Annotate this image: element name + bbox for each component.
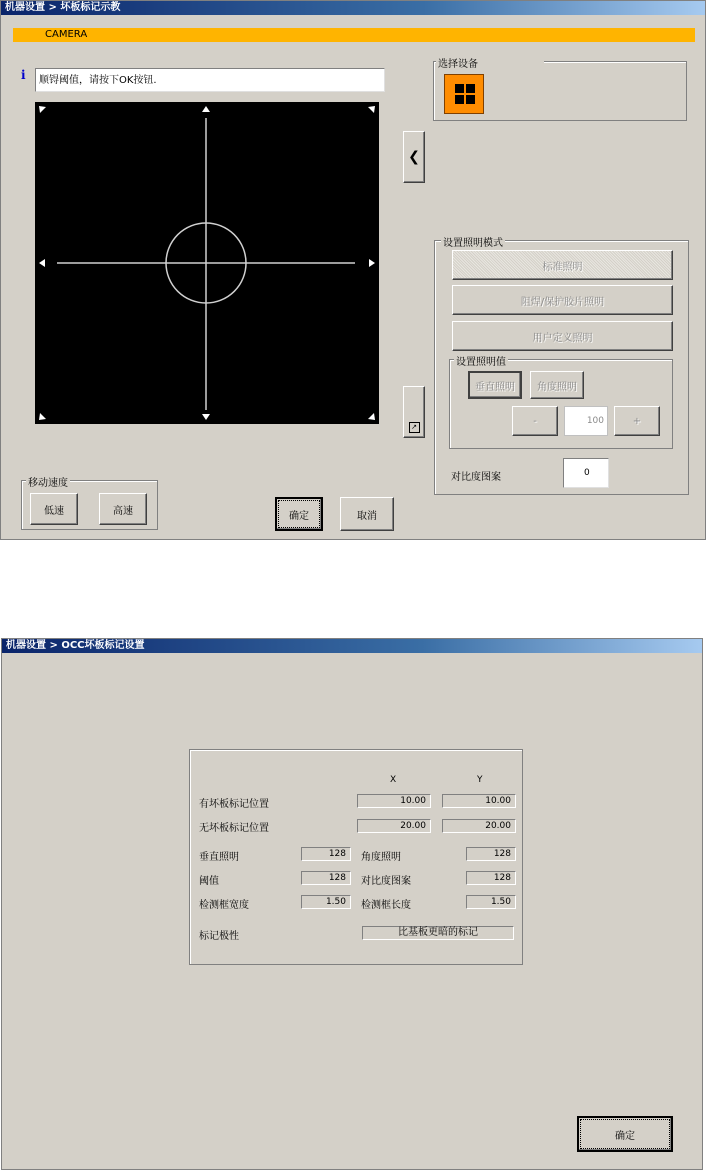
device-group xyxy=(433,61,687,121)
resize-icon: ↗ xyxy=(409,422,420,433)
minus-button[interactable]: - xyxy=(512,406,558,436)
bad-mark-y-field: 10.00 xyxy=(442,794,516,808)
contrast-label: 对比度图案 xyxy=(451,472,501,483)
user-defined-light-button[interactable]: 用户定义照明 xyxy=(452,321,673,351)
contrast-field[interactable] xyxy=(563,458,609,488)
bad-mark-settings-panel xyxy=(189,749,523,965)
col-y-header: Y xyxy=(477,775,483,785)
no-bad-mark-x-field: 20.00 xyxy=(357,819,431,833)
vertical-light-field: 128 xyxy=(301,847,351,861)
fast-speed-button[interactable]: 高速 xyxy=(99,493,147,525)
slow-speed-button[interactable]: 低速 xyxy=(30,493,78,525)
collapse-panel-button[interactable] xyxy=(403,131,425,183)
light-value-group xyxy=(449,359,673,449)
camera-header-bar xyxy=(13,28,695,42)
polarity-field: 比基板更暗的标记 xyxy=(362,926,514,940)
detect-length-field: 1.50 xyxy=(466,895,516,909)
col-x-header: X xyxy=(390,775,397,785)
vertical-light-button[interactable]: 垂直照明 xyxy=(468,371,522,399)
cancel-button[interactable]: 取消 xyxy=(340,497,394,531)
grid-icon xyxy=(455,84,475,104)
device-select-button[interactable] xyxy=(444,74,484,114)
no-bad-mark-pos-label: 无坏板标记位置 xyxy=(199,823,269,834)
fullscreen-button[interactable] xyxy=(403,386,425,438)
detect-width-field: 1.50 xyxy=(301,895,351,909)
contrast-value: 0 xyxy=(584,468,590,478)
angle-light-label: 角度照明 xyxy=(361,852,401,863)
polarity-label: 标记极性 xyxy=(199,931,239,942)
chevron-left-icon: ❮ xyxy=(408,149,420,165)
lighting-mode-group xyxy=(434,240,689,495)
threshold-field: 128 xyxy=(301,871,351,885)
screen2-titlebar: 机器设置 > OCC坏板标记设置 xyxy=(2,639,702,653)
speed-group-label: 移动速度 xyxy=(26,474,70,489)
device-group-label: 选择设备 xyxy=(436,55,544,70)
ok-button[interactable]: 确定 xyxy=(275,497,323,531)
screen2-window xyxy=(1,638,703,1170)
standard-light-button[interactable]: 标准照明 xyxy=(452,250,673,280)
detect-length-label: 检测框长度 xyxy=(361,900,411,911)
lighting-mode-label: 设置照明模式 xyxy=(441,234,505,249)
detect-width-label: 检测框宽度 xyxy=(199,900,249,911)
camera-view[interactable] xyxy=(35,102,379,424)
camera-crosshair xyxy=(35,102,379,424)
camera-label: CAMERA xyxy=(45,29,88,40)
light-value-field[interactable] xyxy=(564,406,608,436)
bad-mark-x-field: 10.00 xyxy=(357,794,431,808)
light-value-label: 设置照明值 xyxy=(454,353,508,368)
message-text: 顺锝阈值，请按下OK按钮. xyxy=(39,75,157,86)
solder-resist-light-button[interactable]: 阻焊/保护胶片照明 xyxy=(452,285,673,315)
screen1-titlebar: 机器设置 > 坏板标记示教 xyxy=(1,1,705,15)
bad-mark-pos-label: 有坏板标记位置 xyxy=(199,799,269,810)
plus-button[interactable]: + xyxy=(614,406,660,436)
threshold-label: 阈值 xyxy=(199,876,219,887)
contrast-pattern-field: 128 xyxy=(466,871,516,885)
message-box xyxy=(35,68,385,92)
contrast-pattern-label: 对比度图案 xyxy=(361,876,411,887)
vertical-light-label: 垂直照明 xyxy=(199,852,239,863)
info-icon: i xyxy=(21,68,26,82)
screen1-window xyxy=(0,0,706,540)
light-value-text: 100 xyxy=(586,416,604,426)
angle-light-field: 128 xyxy=(466,847,516,861)
angle-light-button[interactable]: 角度照明 xyxy=(530,371,584,399)
speed-group xyxy=(21,480,158,530)
no-bad-mark-y-field: 20.00 xyxy=(442,819,516,833)
screen2-ok-button[interactable]: 确定 xyxy=(577,1116,673,1152)
